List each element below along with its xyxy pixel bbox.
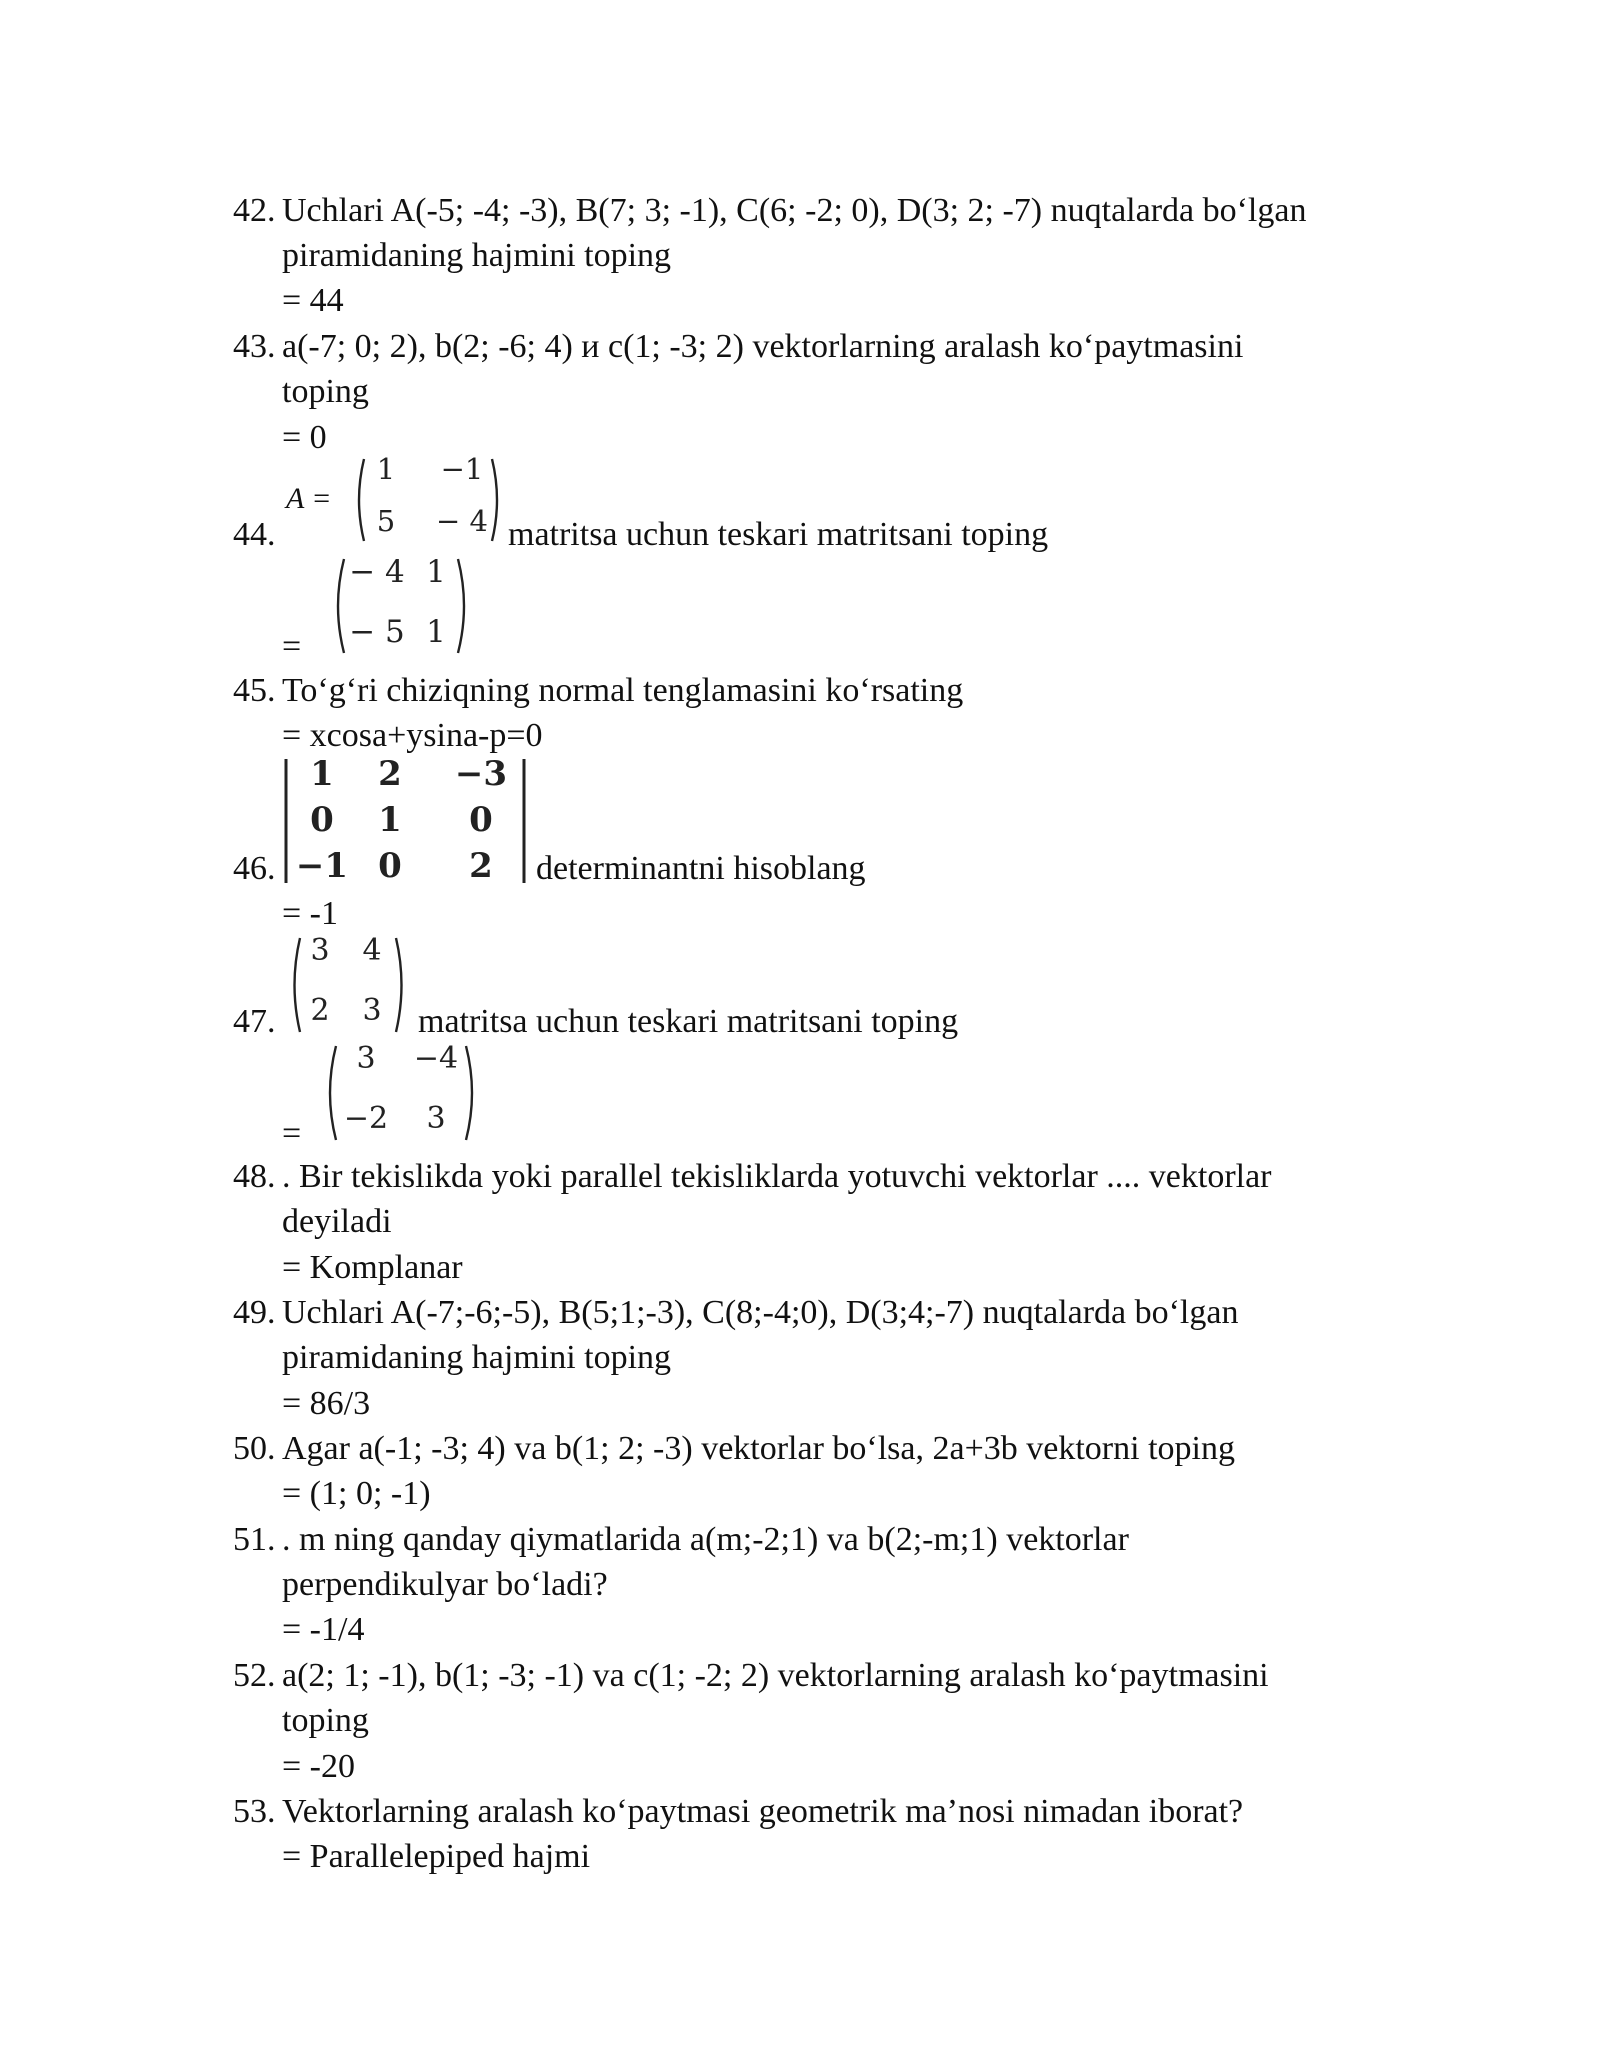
matrix-cell: − 4: [436, 504, 488, 538]
matrix-cell: 3: [356, 1041, 376, 1076]
answer-matrix: [330, 555, 475, 657]
matrix-cell: 3: [310, 933, 330, 968]
answer-text: = -20: [282, 1748, 355, 1785]
question-number: 45.: [233, 672, 276, 709]
matrix-cell: −1: [295, 846, 349, 886]
question-text: piramidaning hajmini toping: [282, 237, 672, 274]
question-text: perpendikulyar bo‘ladi?: [282, 1566, 608, 1603]
question-text: . Bir tekislikda yoki parallel tekisliklarda yotuvchi vektorlar .... vektorlar: [282, 1158, 1272, 1195]
question-text: matritsa uchun teskari matritsani toping: [508, 516, 1049, 553]
question-number: 52.: [233, 1657, 276, 1694]
determinant-image: [280, 755, 530, 887]
question-text: a(-7; 0; 2), b(2; -6; 4) и c(1; -3; 2) vektorlarning aralash ko‘paytmasini: [282, 328, 1244, 365]
question-text: . m ning qanday qiymatlarida a(m;-2;1) va b(2;-m;1) vektorlar: [282, 1521, 1129, 1558]
question-text: piramidaning hajmini toping: [282, 1339, 672, 1376]
question-text: deyiladi: [282, 1203, 392, 1240]
matrix-cell: 2: [310, 993, 330, 1028]
matrix-label: A =: [286, 482, 332, 515]
matrix-cell: −4: [413, 1041, 459, 1076]
matrix-image: [352, 452, 507, 545]
question-number: 43.: [233, 328, 276, 365]
matrix-cell: 3: [362, 993, 382, 1028]
answer-prefix: =: [282, 628, 302, 665]
question-text: To‘g‘ri chiziqning normal tenglamasini ko‘rsating: [282, 672, 964, 709]
matrix-cell: − 5: [349, 614, 405, 650]
answer-matrix: [322, 1042, 480, 1144]
matrix-cell: 5: [376, 504, 396, 538]
question-text: a(2; 1; -1), b(1; -3; -1) va c(1; -2; 2) vektorlarning aralash ko‘paytmasini: [282, 1657, 1269, 1694]
question-number: 49.: [233, 1294, 276, 1331]
question-number: 47.: [233, 1003, 276, 1040]
answer-text: = xcosa+ysina-p=0: [282, 717, 543, 754]
question-number: 53.: [233, 1793, 276, 1830]
answer-text: = -1: [282, 895, 338, 932]
question-text: Uchlari A(-7;-6;-5), B(5;1;-3), C(8;-4;0), D(3;4;-7) nuqtalarda bo‘lgan: [282, 1294, 1239, 1331]
question-text: Vektorlarning aralash ko‘paytmasi geometrik ma’nosi nimadan iborat?: [282, 1793, 1244, 1830]
question-number: 42.: [233, 192, 276, 229]
answer-text: = 86/3: [282, 1385, 371, 1422]
matrix-cell: 1: [426, 614, 446, 650]
matrix-image: [288, 934, 408, 1036]
matrix-cell: 3: [426, 1101, 446, 1136]
matrix-cell: 0: [469, 800, 493, 840]
matrix-cell: 0: [378, 846, 402, 886]
question-text: Agar a(-1; -3; 4) va b(1; 2; -3) vektorlar bo‘lsa, 2a+3b vektorni toping: [282, 1430, 1235, 1467]
answer-text: = (1; 0; -1): [282, 1475, 431, 1512]
matrix-cell: −1: [440, 452, 484, 486]
answer-text: = 0: [282, 419, 327, 456]
answer-text: = 44: [282, 282, 344, 319]
matrix-cell: − 4: [349, 554, 405, 590]
question-number: 44.: [233, 516, 276, 553]
question-text: determinantni hisoblang: [536, 850, 866, 887]
question-text: Uchlari A(-5; -4; -3), B(7; 3; -1), C(6; -2; 0), D(3; 2; -7) nuqtalarda bo‘lgan: [282, 192, 1307, 229]
matrix-cell: −2: [343, 1101, 389, 1136]
question-text: toping: [282, 373, 369, 410]
matrix-cell: 1: [376, 452, 396, 486]
answer-text: = -1/4: [282, 1611, 365, 1648]
question-number: 48.: [233, 1158, 276, 1195]
question-text: matritsa uchun teskari matritsani toping: [418, 1003, 959, 1040]
matrix-cell: 2: [378, 754, 402, 794]
question-number: 46.: [233, 850, 276, 887]
question-text: toping: [282, 1702, 369, 1739]
question-number: 51.: [233, 1521, 276, 1558]
answer-text: = Komplanar: [282, 1249, 463, 1286]
answer-prefix: =: [282, 1115, 302, 1152]
matrix-cell: −3: [454, 754, 508, 794]
matrix-cell: 1: [378, 800, 402, 840]
matrix-cell: 1: [310, 754, 334, 794]
matrix-cell: 1: [426, 554, 446, 590]
matrix-cell: 0: [310, 800, 334, 840]
matrix-cell: 4: [362, 933, 382, 968]
matrix-cell: 2: [469, 846, 493, 886]
question-number: 50.: [233, 1430, 276, 1467]
answer-text: = Parallelepiped hajmi: [282, 1838, 591, 1875]
